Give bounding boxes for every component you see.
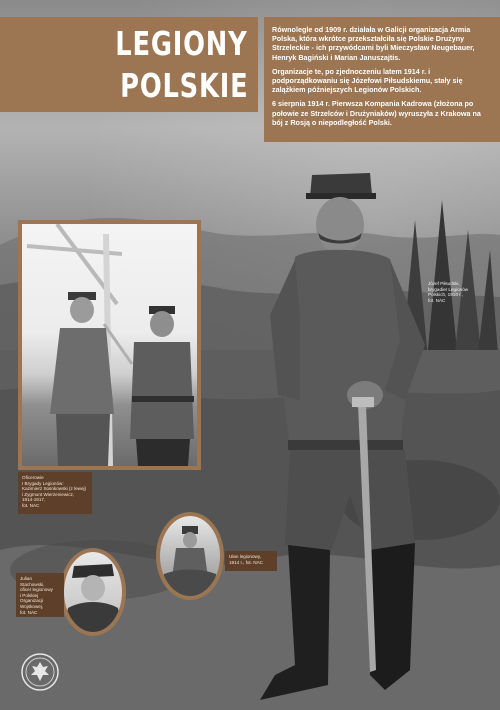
- caption-pilsudski-line: Józef Piłsudski,: [428, 281, 460, 286]
- caption-officers: [18, 472, 92, 514]
- caption-officers-line: Oficerowie: [22, 475, 44, 480]
- title-line-1: LEGIONY: [115, 24, 248, 63]
- title-line-2: POLSKIE: [119, 66, 248, 105]
- pilsudski-figure-illustration: [200, 165, 450, 710]
- caption-officers-line: 1914-1917,: [22, 497, 46, 503]
- caption-uhlan: [225, 551, 277, 571]
- caption-julian-line: fot. NAC: [20, 609, 38, 615]
- caption-pilsudski-line: fot. NAC: [428, 297, 446, 303]
- officers-photo-illustration: [22, 224, 197, 466]
- caption-julian: [16, 573, 64, 617]
- caption-officers-line: fot. NAC: [22, 502, 40, 508]
- caption-pilsudski-line: Polskich, 1916 r.,: [428, 292, 463, 298]
- caption-officers-line: i Zygmunt Wierzeniewicz,: [22, 491, 75, 497]
- intro-paragraph-3: 6 sierpnia 1914 r. Pierwsza Kompania Kadrowa (złożona po połowie ze Strzelców i Drużyniaków) wyruszyła z Krakowa na bój z Rosją o niepodległość Polski.: [272, 99, 481, 127]
- julian-photo-illustration: [64, 552, 122, 632]
- caption-uhlan-line: 1914 r., fot. NAC: [229, 559, 263, 565]
- ipn-eagle-seal-icon: [20, 652, 60, 692]
- caption-officers-line: I Brygady Legionów:: [22, 480, 64, 486]
- caption-julian-line: Wojskowej,: [20, 603, 44, 609]
- caption-pilsudski-line: brygadier Legionów: [428, 286, 469, 292]
- caption-julian-line: i Polskiej: [20, 592, 39, 598]
- caption-julian-line: Organizacji: [20, 598, 43, 604]
- uhlan-oval-photo: [156, 512, 224, 600]
- officers-photo: [22, 224, 197, 466]
- intro-text-panel: [264, 17, 500, 142]
- caption-julian-line: Stachowski,: [20, 581, 45, 587]
- caption-julian-line: oficer legionowy: [20, 587, 53, 593]
- julian-oval-photo: [60, 548, 126, 636]
- caption-pilsudski: [424, 278, 484, 316]
- intro-paragraph-2: Organizacje te, po zjednoczeniu latem 1914 r. i podporządkowaniu się Józefowi Piłsudskiemu, stały się zalążkiem późniejszych Legionów Polskich.: [272, 66, 463, 95]
- title-panel: [0, 17, 258, 112]
- intro-paragraph-1: Równolegle od 1909 r. działała w Galicji organizacja Armia Polska, która wkrótce przekształciła się Polskie Drużyny Strzeleckie - ich przywódcami byli Mieczysław Neugebauer, Henryk Bagiński i Marian Januszajtis.: [272, 25, 475, 62]
- caption-officers-line: Kazimierz Sosnkowski (z lewej): [22, 486, 87, 492]
- caption-uhlan-line: Ułan legionowy,: [229, 554, 262, 559]
- caption-julian-line: Julian: [20, 576, 33, 581]
- officers-photo-frame: [18, 220, 201, 470]
- uhlan-photo-illustration: [160, 516, 220, 596]
